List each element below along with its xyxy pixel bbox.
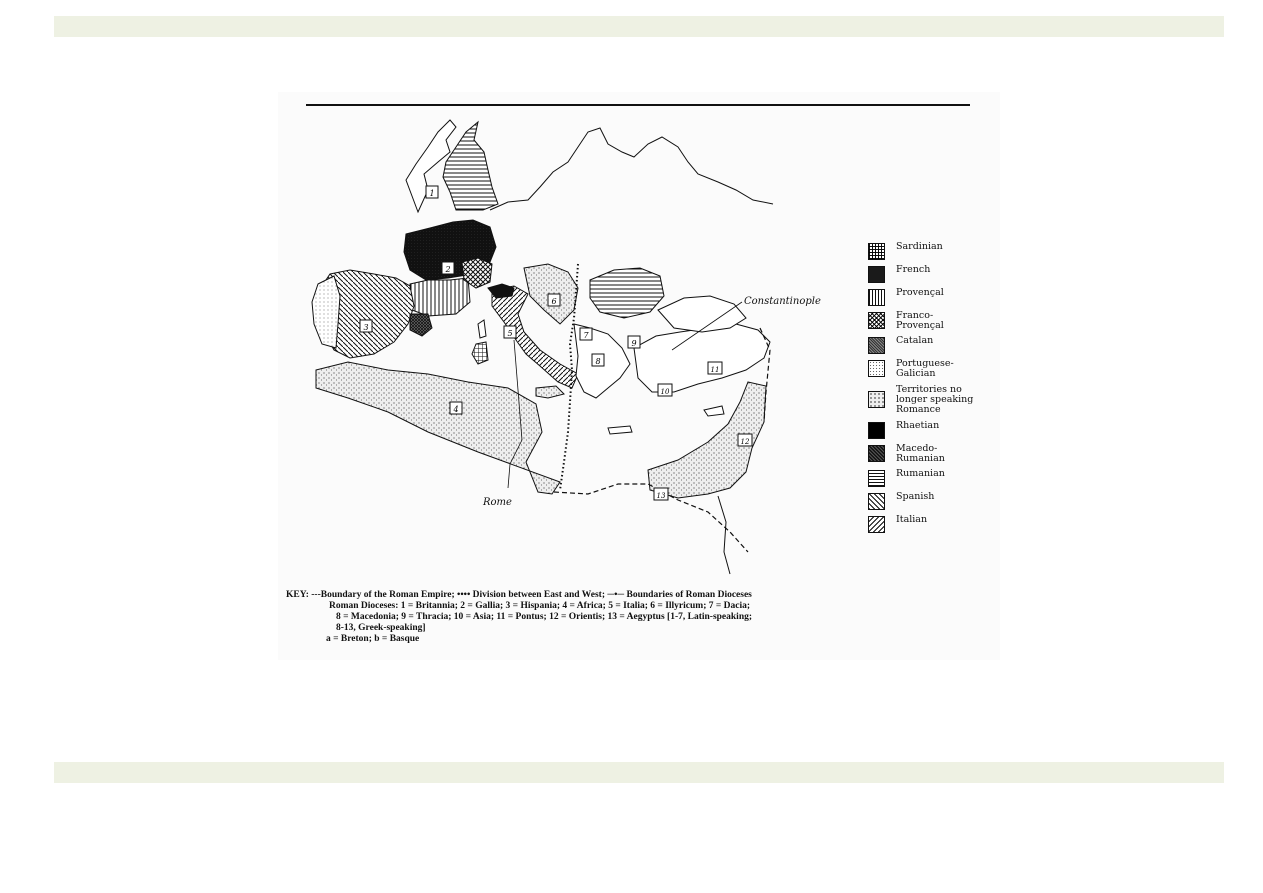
crete-outline — [608, 426, 632, 434]
legend-label: Franco- Provençal — [896, 310, 944, 331]
empire-boundary-south — [554, 484, 748, 552]
legend-item-portuguese-galician — [868, 359, 998, 379]
nile-river — [718, 496, 730, 574]
diocese-3-label: 3 — [363, 323, 369, 332]
diocese-7-label: 7 — [583, 331, 589, 340]
franco-provencal-swatch — [868, 312, 885, 329]
french-swatch — [868, 266, 885, 283]
spanish-swatch — [868, 493, 885, 510]
diocese-4-label: 4 — [453, 405, 459, 414]
legend-item-rumanian — [868, 469, 998, 487]
portuguese-galician-swatch — [868, 360, 885, 377]
dacia-rumanian-region — [590, 268, 664, 318]
key-line-4: 8-13, Greek-speaking] — [336, 623, 426, 633]
rome-label: Rome — [483, 497, 512, 508]
legend-label: Spanish — [896, 491, 935, 502]
sardinia-region — [472, 342, 488, 364]
diocese-2-label: 2 — [445, 265, 451, 274]
catalan-swatch — [868, 337, 885, 354]
africa-region — [316, 362, 560, 494]
legend-label: Portuguese- Galician — [896, 358, 954, 379]
territories-swatch — [868, 391, 885, 408]
legend-item-macedo-rumanian — [868, 444, 998, 464]
legend-item-sardinian — [868, 242, 998, 260]
legend-label: Sardinian — [896, 241, 943, 252]
sardinian-swatch — [868, 243, 885, 260]
diocese-13-label: 13 — [656, 492, 666, 500]
legend-item-rhaetian — [868, 421, 998, 439]
corsica-outline — [478, 320, 486, 338]
romance-languages-map-figure — [278, 92, 1000, 660]
diocese-5-label: 5 — [507, 329, 513, 338]
northern-coastline — [490, 128, 773, 210]
legend-item-catalan — [868, 336, 998, 354]
black-sea-outline — [658, 296, 746, 332]
legend-label: Catalan — [896, 335, 934, 346]
rumanian-swatch — [868, 470, 885, 487]
top-bar — [54, 16, 1224, 37]
legend-label: Territories no longer speaking Romance — [896, 384, 974, 415]
legend-label: French — [896, 264, 931, 275]
legend-item-territories-no-longer-romance — [868, 385, 998, 415]
bottom-bar — [54, 762, 1224, 783]
key-line-3: 8 = Macedonia; 9 = Thracia; 10 = Asia; 11 = Pontus; 12 = Orientis; 13 = Aegyptus [1-7, Latin-speaking; — [336, 612, 753, 622]
legend-label: Italian — [896, 514, 928, 525]
catalan-region — [410, 314, 432, 336]
britannia-region — [443, 122, 498, 210]
legend-item-spanish — [868, 492, 998, 510]
legend-item-provencal — [868, 288, 998, 306]
macedo-rumanian-swatch — [868, 445, 885, 462]
provencal-region — [410, 278, 470, 316]
cyprus-outline — [704, 406, 724, 416]
legend-label: Provençal — [896, 287, 944, 298]
diocese-9-label: 9 — [631, 339, 637, 348]
legend-item-french — [868, 265, 998, 283]
portuguese-galician-region — [312, 276, 340, 348]
diocese-11-label: 11 — [710, 366, 720, 374]
diocese-12-label: 12 — [740, 438, 750, 446]
diocese-8-label: 8 — [595, 357, 601, 366]
key-line-2: Roman Dioceses: 1 = Britannia; 2 = Gallia; 3 = Hispania; 4 = Africa; 5 = Italia; 6 = Illyricum; 7 = Dacia; — [329, 601, 751, 611]
map-key-caption — [286, 590, 986, 645]
key-line-1: KEY: ---Boundary of the Roman Empire; •••• Division between East and West; ─•─ Boundaries of Roman Dioceses — [286, 590, 752, 600]
constantinople-label: Constantinople — [744, 296, 821, 307]
sicily-outline — [536, 386, 564, 398]
italian-swatch — [868, 516, 885, 533]
legend-label: Macedo- Rumanian — [896, 443, 945, 464]
provencal-swatch — [868, 289, 885, 306]
diocese-10-label: 10 — [660, 388, 670, 396]
legend-item-italian — [868, 515, 998, 533]
diocese-1-label: 1 — [429, 189, 435, 198]
key-line-5: a = Breton; b = Basque — [326, 634, 420, 644]
legend-item-franco-provencal — [868, 311, 998, 331]
legend-label: Rhaetian — [896, 420, 940, 431]
legend-label: Rumanian — [896, 468, 945, 479]
map-legend — [868, 242, 998, 538]
asia-minor-outline — [634, 324, 770, 392]
diocese-6-label: 6 — [551, 297, 557, 306]
rhaetian-swatch — [868, 422, 885, 439]
